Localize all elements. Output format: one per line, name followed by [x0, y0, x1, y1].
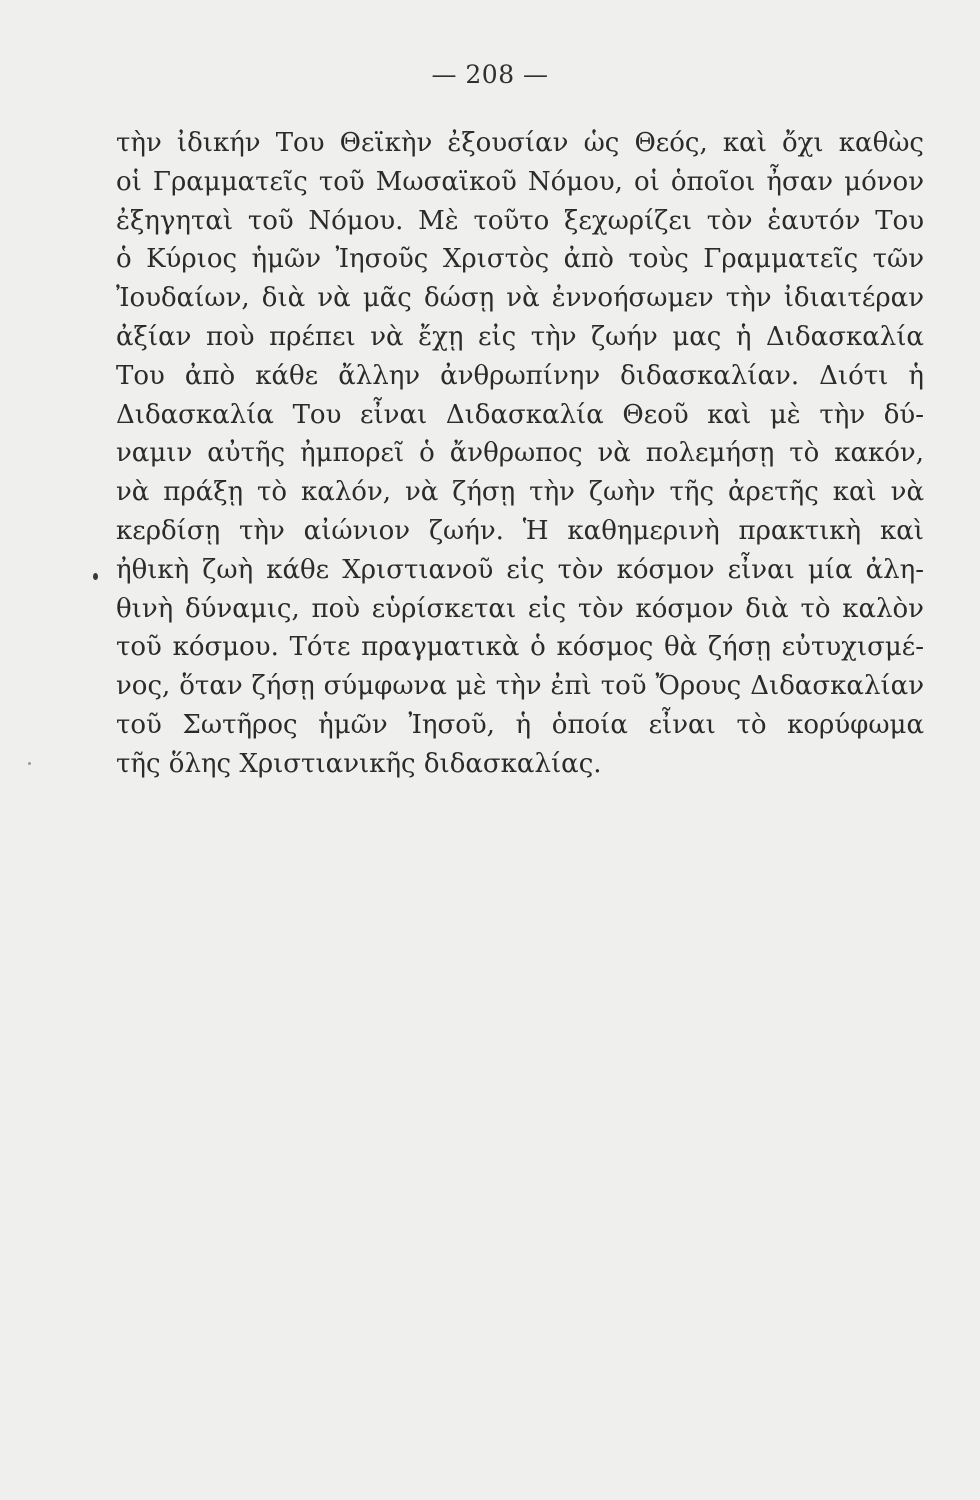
text-line: ἐξηγηταὶ τοῦ Νόμου. Μὲ τοῦτο ξεχωρίζει τὸν ἑαυτόν Του	[116, 205, 924, 236]
text-line: κερδίσῃ τὴν αἰώνιον ζωήν. Ἡ καθημερινὴ πρακτικὴ καὶ	[116, 515, 924, 546]
text-line: Του ἀπὸ κάθε ἄλλην ἀνθρωπίνην διδασκαλίαν. Διότι ἡ	[116, 360, 924, 391]
ink-speck	[93, 573, 98, 580]
text-line: Διδασκαλία Του εἶναι Διδασκαλία Θεοῦ καὶ μὲ τὴν δύ-	[116, 399, 924, 430]
text-line: θινὴ δύναμις, ποὺ εὑρίσκεται εἰς τὸν κόσμον διὰ τὸ καλὸν	[116, 593, 924, 624]
text-line: Ἰουδαίων, διὰ νὰ μᾶς δώσῃ νὰ ἐννοήσωμεν τὴν ἰδιαιτέραν	[116, 283, 924, 314]
text-line: νος, ὅταν ζήσῃ σύμφωνα μὲ τὴν ἐπὶ τοῦ Ὄρους Διδασκαλίαν	[116, 671, 924, 702]
text-line: ὁ Κύριος ἡμῶν Ἰησοῦς Χριστὸς ἀπὸ τοὺς Γραμματεῖς τῶν	[116, 244, 924, 275]
body-text	[116, 124, 924, 784]
text-line: ναμιν αὐτῆς ἠμπορεῖ ὁ ἄνθρωπος νὰ πολεμήσῃ τὸ κακόν,	[116, 438, 924, 469]
text-line: τῆς ὅλης Χριστιανικῆς διδασκαλίας.	[116, 748, 602, 779]
text-line: τὴν ἰδικήν Του Θεϊκὴν ἐξουσίαν ὡς Θεός, καὶ ὄχι καθὼς	[116, 128, 924, 158]
page-number: — 208 —	[431, 60, 549, 89]
text-line: νὰ πράξῃ τὸ καλόν, νὰ ζήσῃ τὴν ζωὴν τῆς ἀρετῆς καὶ νὰ	[116, 477, 924, 508]
text-line: οἱ Γραμματεῖς τοῦ Μωσαϊκοῦ Νόμου, οἱ ὁποῖοι ἦσαν μόνον	[116, 166, 924, 197]
text-line: ἀξίαν ποὺ πρέπει νὰ ἔχῃ εἰς τὴν ζωήν μας ἡ Διδασκαλία	[116, 321, 924, 352]
text-line: ἠθικὴ ζωὴ κάθε Χριστιανοῦ εἰς τὸν κόσμον εἶναι μία ἀλη-	[116, 554, 924, 585]
text-line: τοῦ κόσμου. Τότε πραγματικὰ ὁ κόσμος θὰ ζήσῃ εὐτυχισμέ-	[116, 632, 924, 663]
ink-speck	[28, 762, 31, 765]
text-line: τοῦ Σωτῆρος ἡμῶν Ἰησοῦ, ἡ ὁποία εἶναι τὸ κορύφωμα	[116, 709, 924, 740]
